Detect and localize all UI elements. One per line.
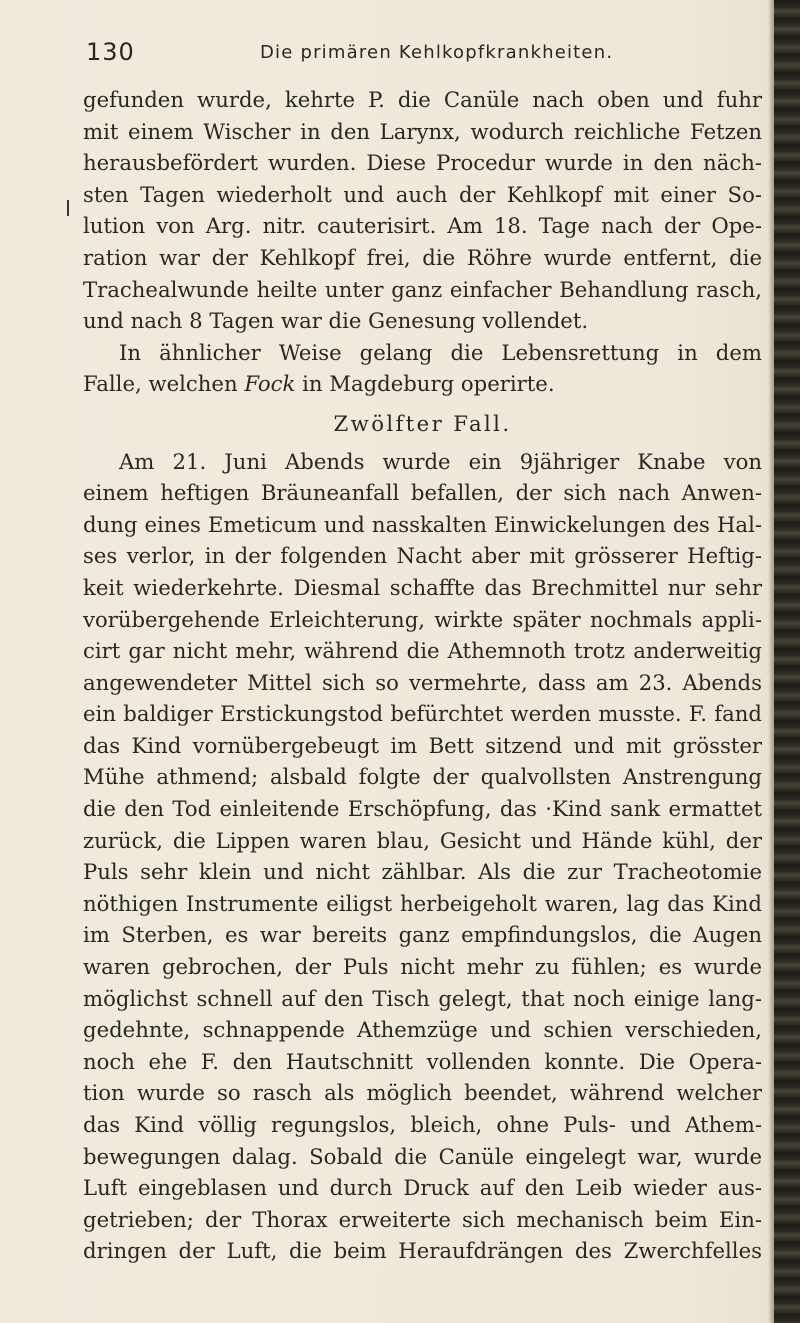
- text-line: herausbefördert wurden. Diese Procedur wurde in den näch-: [83, 150, 762, 176]
- text-line: waren gebrochen, der Puls nicht mehr zu fühlen; es wurde: [83, 954, 762, 980]
- text-line: Am 21. Juni Abends wurde ein 9jähriger Knabe von: [119, 448, 762, 474]
- text-line: lution von Arg. nitr. cauterisirt. Am 18. Tage nach der Ope-: [83, 213, 762, 239]
- text-fragment: in Magdeburg operirte.: [295, 371, 555, 397]
- text-line: einem heftigen Bräuneanfall befallen, der sich nach Anwen-: [83, 480, 762, 506]
- text-line: die den Tod einleitende Erschöpfung, das ·Kind sank ermattet: [83, 796, 762, 822]
- text-line: dung eines Emeticum und nasskalten Einwickelungen des Hal-: [83, 511, 762, 537]
- text-line: das Kind völlig regungslos, bleich, ohne Puls- und Athem-: [83, 1112, 762, 1137]
- text-line: ses verlor, in der folgenden Nacht aber mit grösserer Heftig-: [83, 543, 762, 569]
- text-line: gedehnte, schnappende Athemzüge und schien verschieden,: [83, 1017, 762, 1043]
- text-line: möglichst schnell auf den Tisch gelegt, that noch einige lang-: [83, 985, 762, 1011]
- text-line: keit wiederkehrte. Diesmal schaffte das Brechmittel nur sehr: [83, 574, 762, 600]
- text-line: Luft eingeblasen und durch Druck auf den Leib wieder aus-: [83, 1175, 762, 1201]
- text-line: cirt gar nicht mehr, während die Athemnoth trotz anderweitig: [83, 638, 762, 664]
- running-title: Die primären Kehlkopfkrankheiten.: [260, 42, 614, 63]
- text-line: gefunden wurde, kehrte P. die Canüle nach oben und fuhr: [83, 87, 762, 112]
- text-line: dringen der Luft, die beim Heraufdrängen des Zwerchfelles: [83, 1238, 762, 1264]
- text-line: angewendeter Mittel sich so vermehrte, dass am 23. Abends: [83, 669, 762, 695]
- text-line: [83, 368, 762, 400]
- page-header: [0, 38, 760, 72]
- text-line: ein baldiger Erstickungstod befürchtet werden musste. F. fand: [83, 701, 762, 727]
- text-line: tion wurde so rasch als möglich beendet, während welcher: [83, 1080, 762, 1106]
- text-line: ration war der Kehlkopf frei, die Röhre wurde entfernt, die: [83, 244, 762, 270]
- body-text: [83, 84, 762, 1267]
- text-line: Puls sehr klein und nicht zählbar. Als die zur Tracheotomie: [83, 859, 762, 885]
- paragraph-2: [83, 337, 762, 400]
- author-name: Fock: [244, 371, 296, 397]
- text-line: im Sterben, es war bereits ganz empfindungslos, die Augen: [83, 922, 762, 948]
- text-line: und nach 8 Tagen war die Genesung vollendet.: [83, 308, 589, 334]
- page-edge-shadow: [774, 0, 800, 1323]
- text-line: vorübergehende Erleichterung, wirkte später nochmals appli-: [83, 606, 762, 632]
- text-line: zurück, die Lippen waren blau, Gesicht und Hände kühl, der: [83, 827, 762, 853]
- text-fragment: Falle, welchen: [83, 371, 245, 397]
- margin-mark: [67, 200, 69, 216]
- text-line: Trachealwunde heilte unter ganz einfacher Behandlung rasch,: [83, 276, 762, 302]
- text-line: das Kind vornübergebeugt im Bett sitzend und mit grösster: [83, 732, 762, 758]
- text-line: sten Tagen wiederholt und auch der Kehlkopf mit einer So-: [83, 181, 762, 207]
- paragraph-1: [83, 84, 762, 337]
- text-line: noch ehe F. den Hautschnitt vollenden konnte. Die Opera-: [83, 1048, 762, 1074]
- page-number: 130: [86, 38, 135, 66]
- text-line: getrieben; der Thorax erweiterte sich mechanisch beim Ein-: [83, 1206, 762, 1232]
- text-line: bewegungen dalag. Sobald die Canüle eingelegt war, wurde: [83, 1143, 762, 1169]
- text-line: mit einem Wischer in den Larynx, wodurch reichliche Fetzen: [83, 118, 762, 144]
- text-line: In ähnlicher Weise gelang die Lebensrettung in dem: [119, 339, 762, 365]
- section-heading: Zwölfter Fall.: [333, 410, 512, 436]
- paragraph-3: [83, 446, 762, 1267]
- text-line: Mühe athmend; alsbald folgte der qualvollsten Anstrengung: [83, 764, 762, 790]
- text-line: nöthigen Instrumente eiligst herbeigeholt waren, lag das Kind: [83, 890, 762, 916]
